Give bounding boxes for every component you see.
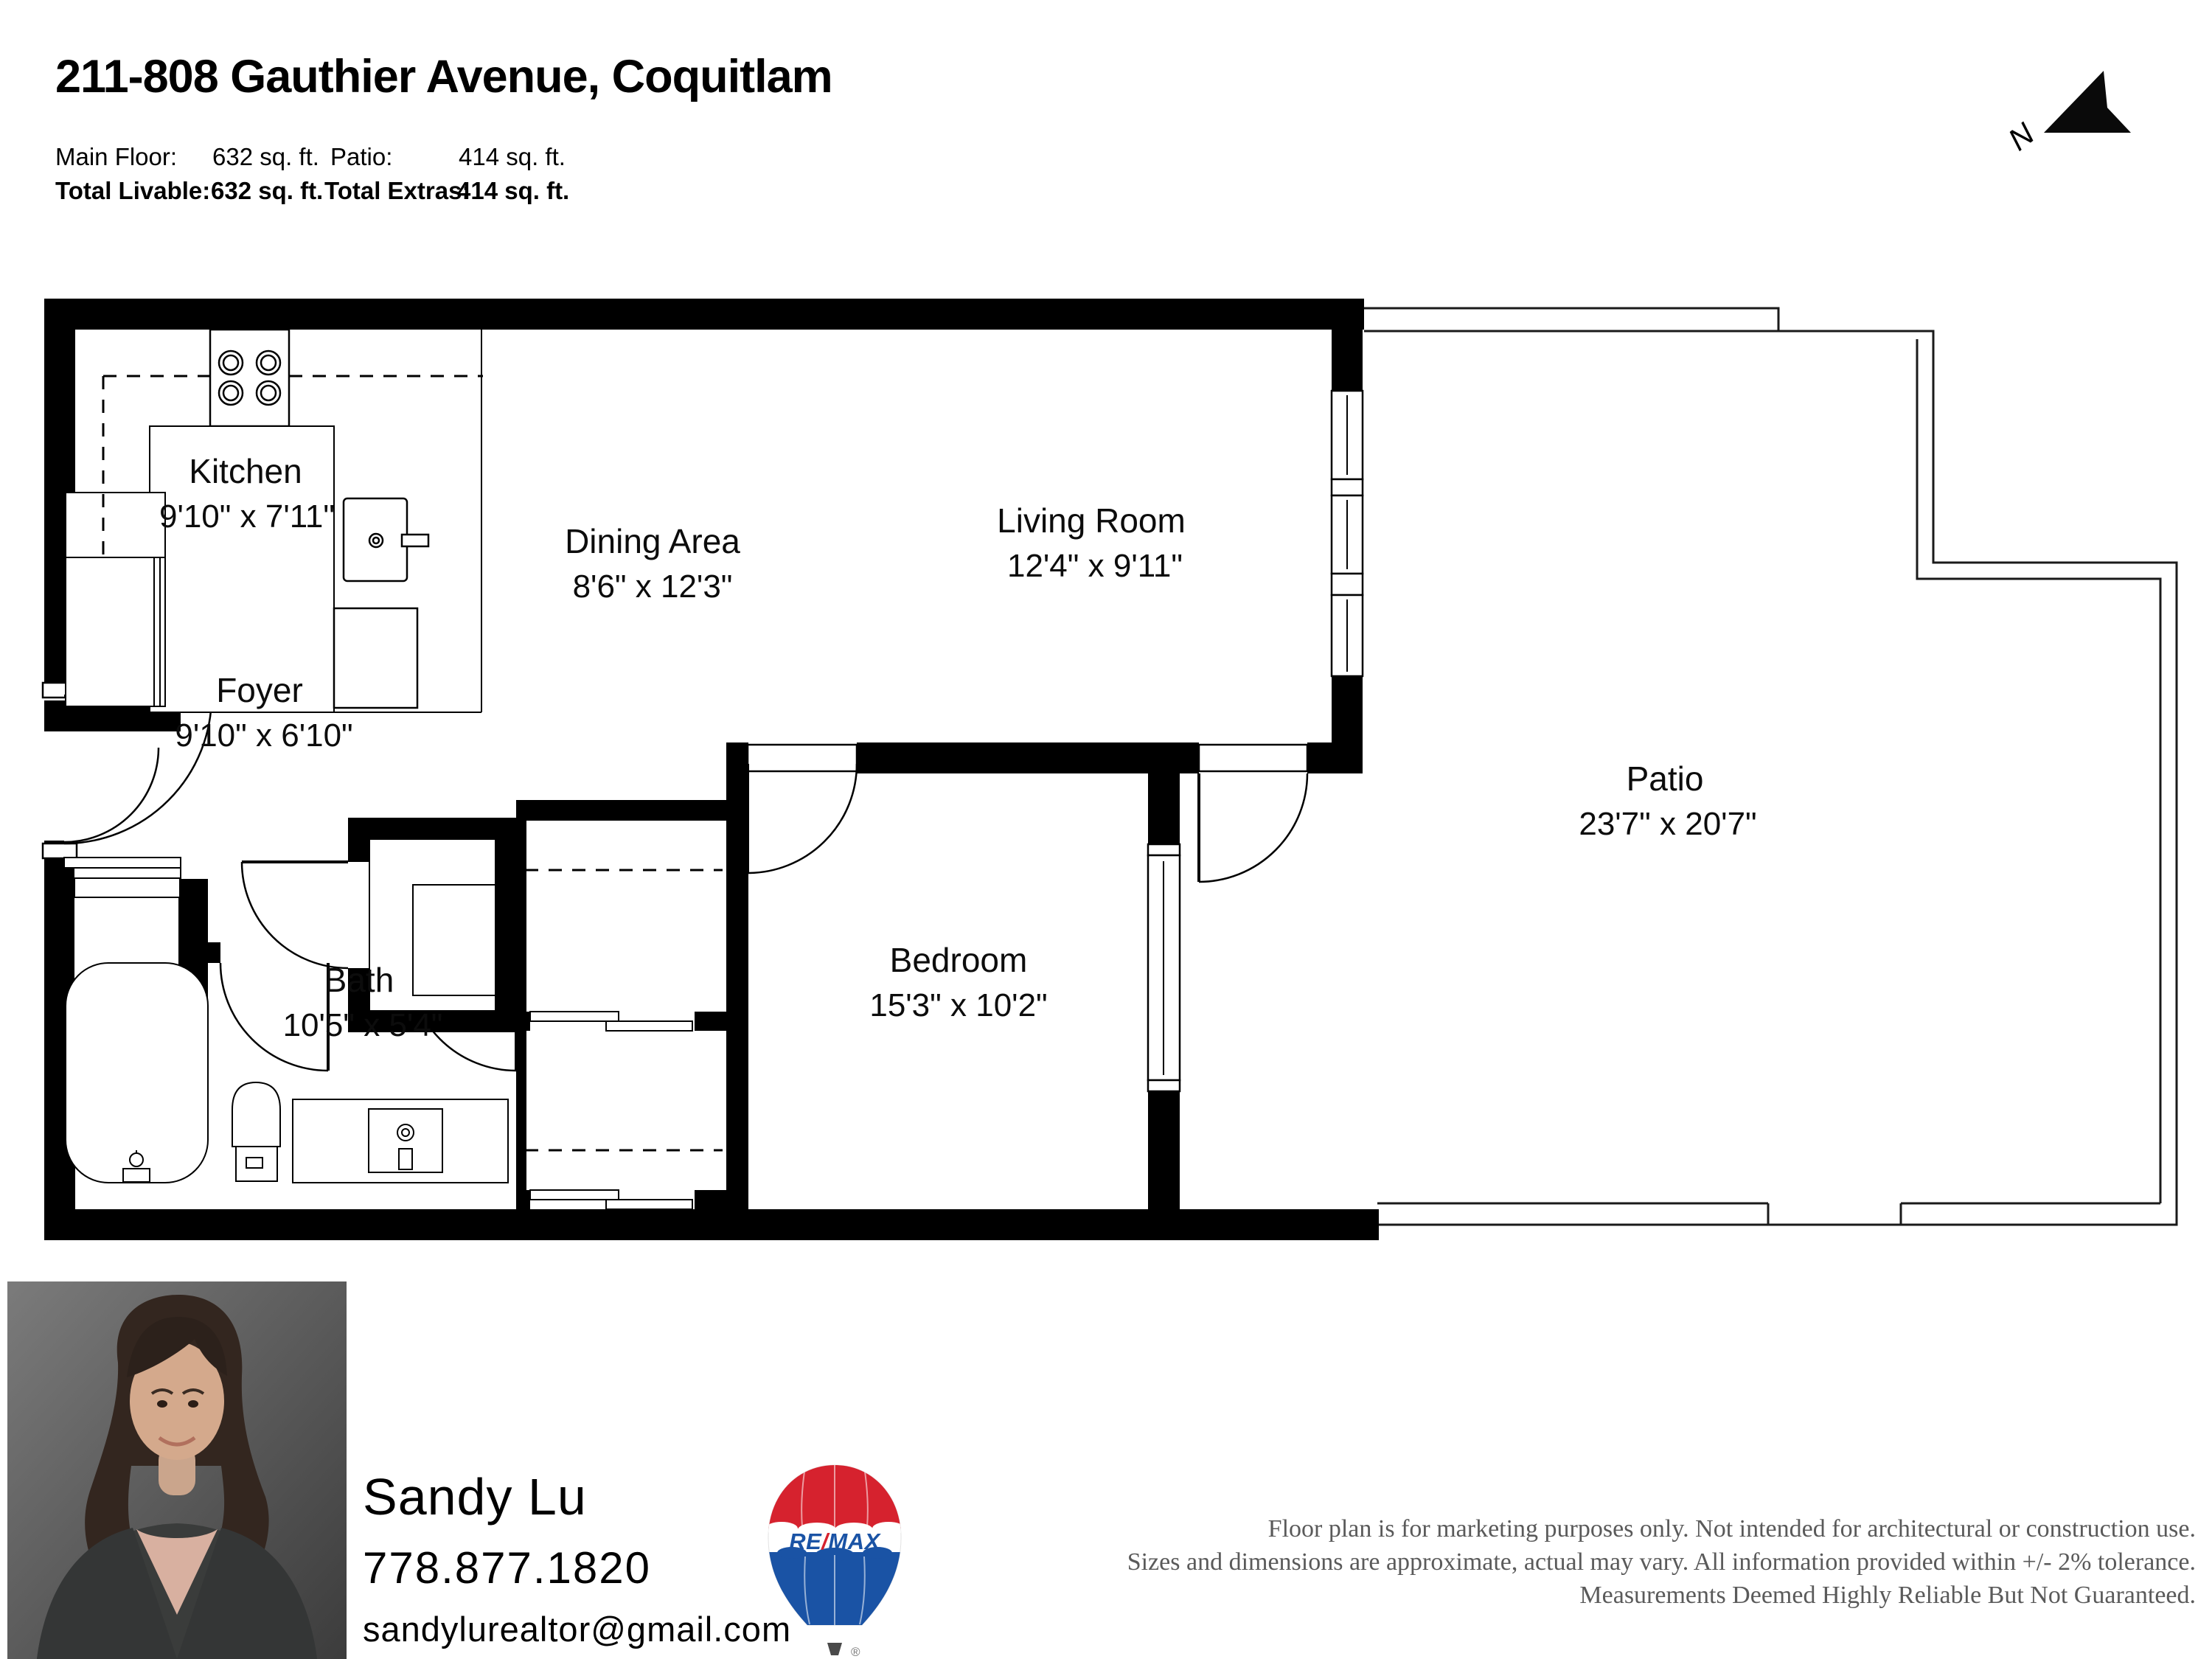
agent-photo: [7, 1281, 347, 1659]
remax-wordmark: RE/MAX: [789, 1528, 880, 1554]
patio-dims: 23'7" x 20'7": [1579, 806, 1757, 842]
stat-main-floor-label: Main Floor:: [55, 143, 178, 170]
agent-name: Sandy Lu: [363, 1468, 587, 1526]
disclaimer-line-1: Floor plan is for marketing purposes only. Not intended for architectural or construction use.: [1267, 1515, 2196, 1543]
dishwasher: [334, 608, 417, 708]
agent-phone: 778.877.1820: [363, 1543, 652, 1593]
dining-label: Dining Area: [565, 522, 740, 560]
agent-email: sandylurealtor@gmail.com: [363, 1610, 792, 1649]
vanity-sink: [293, 1099, 508, 1183]
patio-outline: [1364, 308, 2177, 1225]
registered-mark: ®: [851, 1645, 860, 1659]
stat-patio-label: Patio:: [330, 143, 393, 170]
bedroom-label: Bedroom: [889, 941, 1028, 979]
living-label: Living Room: [997, 501, 1186, 540]
stat-total-livable-value: 632 sq. ft.: [211, 177, 324, 204]
stat-main-floor-value: 632 sq. ft.: [212, 143, 319, 170]
kitchen-label: Kitchen: [189, 452, 302, 490]
kitchen-sink: [344, 498, 428, 581]
patio-label: Patio: [1626, 759, 1704, 798]
stat-total-extras-value: 414 sq. ft.: [457, 177, 570, 204]
page-title: 211-808 Gauthier Avenue, Coquitlam: [55, 51, 832, 102]
bath-label: Bath: [324, 961, 394, 999]
disclaimer-line-2: Sizes and dimensions are approximate, actual may vary. All information provided within +/- 2% tolerance.: [1127, 1548, 2196, 1576]
bedroom-dims: 15'3" x 10'2": [869, 987, 1048, 1023]
north-label: N: [2001, 116, 2041, 158]
stat-patio-value: 414 sq. ft.: [459, 143, 566, 170]
stove: [210, 330, 289, 426]
window-mullions: [1164, 395, 1347, 1075]
kitchen-dims: 9'10" x 7'11": [159, 498, 335, 535]
stat-total-extras-label: Total Extras:: [324, 177, 470, 204]
balloon-basket: [827, 1643, 842, 1655]
north-arrow-icon: [2002, 71, 2131, 157]
living-dims: 12'4" x 9'11": [1006, 548, 1183, 584]
dining-dims: 8'6" x 12'3": [572, 568, 733, 605]
foyer-dims: 9'10" x 6'10": [175, 717, 353, 754]
disclaimer: [1127, 1513, 2196, 1613]
stat-total-livable-label: Total Livable:: [55, 177, 211, 204]
foyer-label: Foyer: [216, 671, 303, 709]
fridge: [66, 493, 165, 706]
toilet: [232, 1082, 280, 1181]
disclaimer-line-3: Measurements Deemed Highly Reliable But Not Guaranteed.: [1579, 1581, 2196, 1609]
bathtub: [66, 963, 208, 1183]
bath-dims: 10'5" x 5'4": [282, 1007, 443, 1043]
